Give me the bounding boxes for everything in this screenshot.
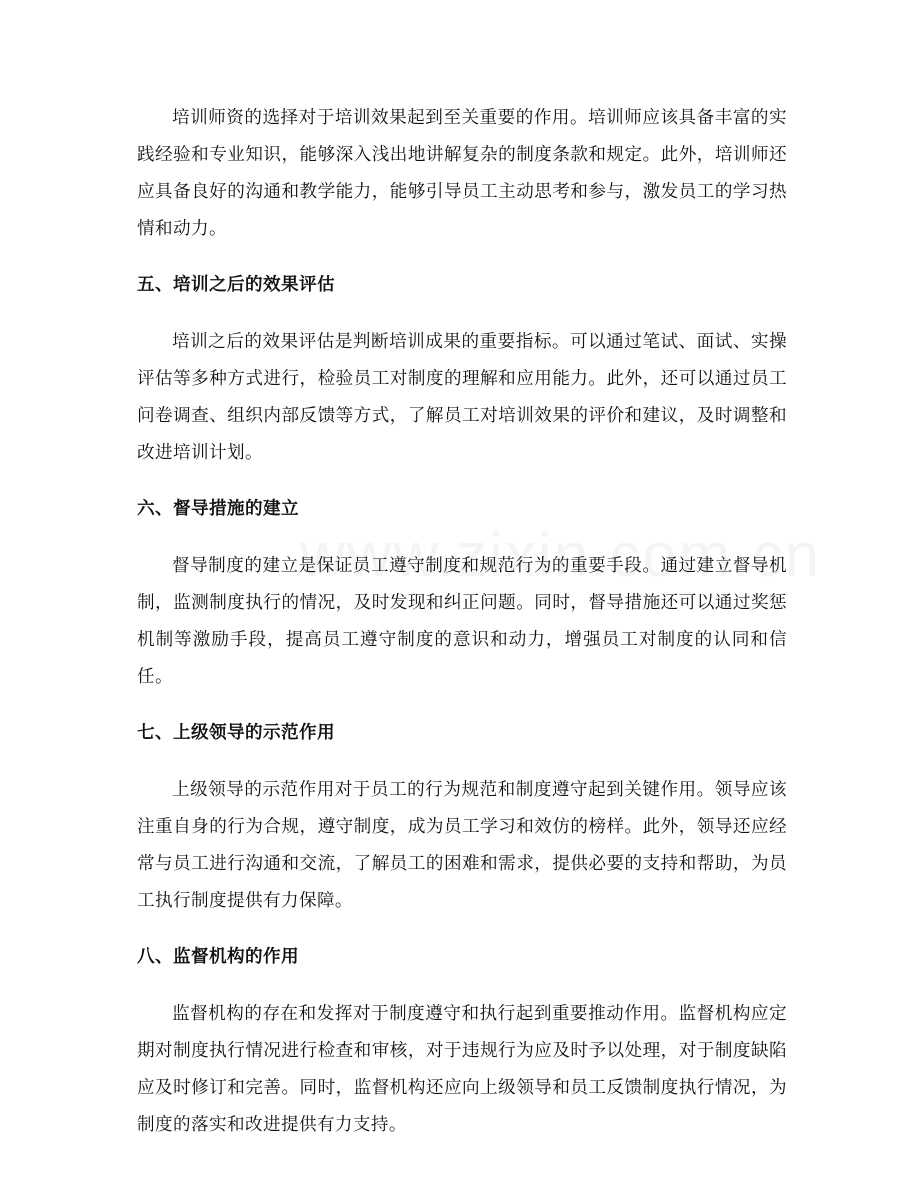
section-5-body: 培训之后的效果评估是判断培训成果的重要指标。可以通过笔试、面试、实操评估等多种方式进行，检验员工对制度的理解和应用能力。此外，还可以通过员工问卷调查、组织内部反馈等方式，了解员工对培训效果的评价和建议，及时调整和改进培训计划。 [137, 332, 787, 463]
section-7-body: 上级领导的示范作用对于员工的行为规范和制度遵守起到关键作用。领导应该注重自身的行为合规，遵守制度，成为员工学习和效仿的榜样。此外，领导还应经常与员工进行沟通和交流，了解员工的困难和需求，提供必要的支持和帮助，为员工执行制度提供有力保障。 [137, 780, 787, 911]
section-5-heading: 五、培训之后的效果评估 [137, 275, 335, 295]
section-8-body: 监督机构的存在和发挥对于制度遵守和执行起到重要推动作用。监督机构应定期对制度执行情况进行检查和审核，对于违规行为应及时予以处理，对于制度缺陷应及时修订和完善。同时，监督机构还应向上级领导和员工反馈制度执行情况，为制度的落实和改进提供有力支持。 [137, 1004, 787, 1135]
section-6-body: 督导制度的建立是保证员工遵守制度和规范行为的重要手段。通过建立督导机制，监测制度执行的情况，及时发现和纠正问题。同时，督导措施还可以通过奖惩机制等激励手段，提高员工遵守制度的意识和动力，增强员工对制度的认同和信任。 [137, 556, 787, 687]
section-7-heading: 七、上级领导的示范作用 [137, 723, 335, 743]
section-6-heading: 六、督导措施的建立 [137, 499, 299, 519]
document-page [137, 100, 787, 1144]
intro-paragraph: 培训师资的选择对于培训效果起到至关重要的作用。培训师应该具备丰富的实践经验和专业知识，能够深入浅出地讲解复杂的制度条款和规定。此外，培训师还应具备良好的沟通和教学能力，能够引导员工主动思考和参与，激发员工的学习热情和动力。 [137, 108, 787, 239]
section-8-heading: 八、监督机构的作用 [137, 947, 299, 967]
